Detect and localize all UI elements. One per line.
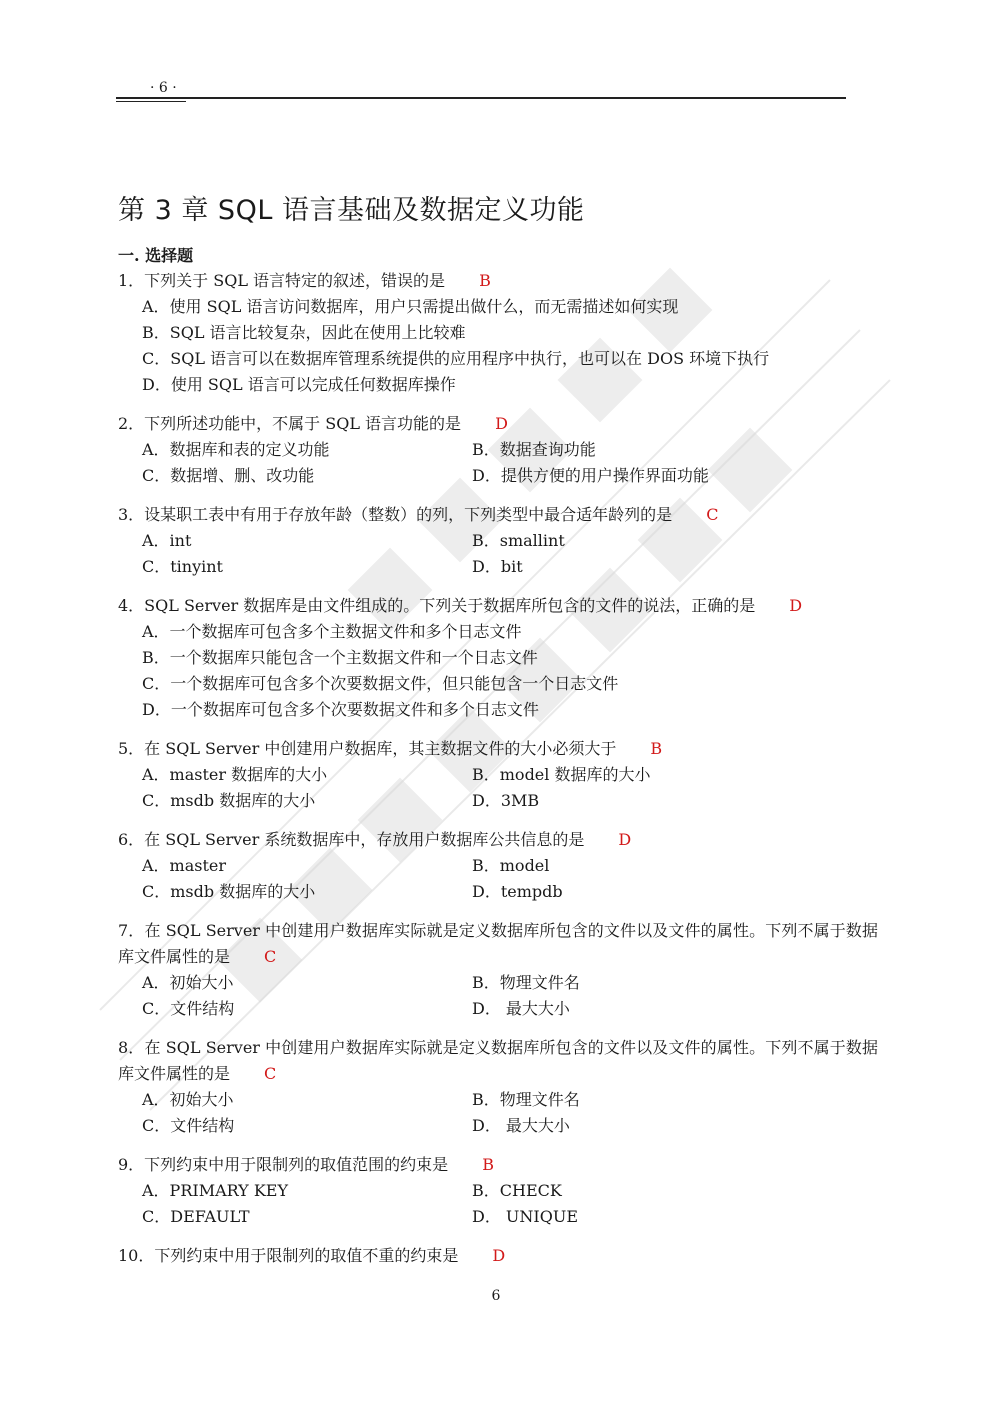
question-6 — [118, 827, 878, 905]
question-4 — [118, 593, 878, 723]
option-a: A．master — [142, 856, 227, 875]
question-stem: 2．下列所述功能中，不属于 SQL 语言功能的是 — [118, 414, 462, 433]
answer-key: B — [650, 739, 663, 758]
option-a: A．数据库和表的定义功能 — [142, 440, 330, 459]
footer-page-number: 6 — [491, 1288, 501, 1304]
question-9 — [118, 1152, 878, 1230]
answer-key: D — [789, 596, 803, 615]
option-c: C．tinyint — [142, 557, 223, 576]
question-stem: 3．设某职工表中有用于存放年龄（整数）的列，下列类型中最合适年龄列的是 — [118, 505, 673, 524]
section-title: 一. 选择题 — [118, 246, 194, 265]
option-c: C．msdb 数据库的大小 — [142, 882, 316, 901]
option-c: C．文件结构 — [142, 999, 235, 1018]
option-c: C．msdb 数据库的大小 — [142, 791, 316, 810]
question-stem: 9．下列约束中用于限制列的取值范围的约束是 — [118, 1155, 449, 1174]
question-1 — [118, 268, 878, 398]
question-stem: 6．在 SQL Server 系统数据库中，存放用户数据库公共信息的是 — [118, 830, 585, 849]
option-d: D．bit — [472, 557, 523, 576]
option-b: B．SQL 语言比较复杂，因此在使用上比较难 — [142, 323, 466, 342]
question-stem: 1．下列关于 SQL 语言特定的叙述，错误的是 — [118, 271, 446, 290]
option-d: D． 最大大小 — [472, 999, 570, 1018]
option-b: B．model — [472, 856, 550, 875]
option-a: A．初始大小 — [142, 973, 234, 992]
answer-key: C — [264, 947, 277, 966]
option-c: C．数据增、删、改功能 — [142, 466, 315, 485]
answer-key: B — [482, 1155, 494, 1174]
answer-key: D — [495, 414, 508, 433]
answer-key: C — [706, 505, 719, 524]
option-c: C．DEFAULT — [142, 1207, 250, 1226]
option-b: B．一个数据库只能包含一个主数据文件和一个日志文件 — [142, 648, 538, 667]
option-d: D．一个数据库可包含多个次要数据文件和多个日志文件 — [142, 700, 539, 719]
answer-key: D — [492, 1246, 506, 1265]
question-stem: 7．在 SQL Server 中创建用户数据库实际就是定义数据库所包含的文件以及文件的属性。下列不属于数据库文件属性的是 — [118, 921, 878, 966]
option-a: A．使用 SQL 语言访问数据库，用户只需提出做什么，而无需描述如何实现 — [142, 297, 679, 316]
option-b: B．smallint — [472, 531, 565, 550]
option-b: B．数据查询功能 — [472, 440, 596, 459]
option-d: D．提供方便的用户操作界面功能 — [472, 466, 709, 485]
option-b: B．物理文件名 — [472, 1090, 580, 1109]
option-c: C．一个数据库可包含多个次要数据文件，但只能包含一个日志文件 — [142, 674, 619, 693]
question-3 — [118, 502, 878, 580]
option-c: C．文件结构 — [142, 1116, 235, 1135]
option-b: B．model 数据库的大小 — [472, 765, 651, 784]
option-a: A．一个数据库可包含多个主数据文件和多个日志文件 — [142, 622, 522, 641]
option-b: B．CHECK — [472, 1181, 562, 1200]
option-d: D． UNIQUE — [472, 1207, 579, 1226]
question-2 — [118, 411, 878, 489]
option-d: D． 最大大小 — [472, 1116, 570, 1135]
chapter-title: 第 3 章 SQL 语言基础及数据定义功能 — [118, 195, 585, 226]
header-rule-accent — [116, 101, 186, 102]
header-rule — [116, 97, 846, 99]
question-8 — [118, 1035, 878, 1139]
header-page-marker: · 6 · — [150, 80, 177, 96]
option-d: D．3MB — [472, 791, 540, 810]
question-10 — [118, 1243, 878, 1269]
question-stem: 8．在 SQL Server 中创建用户数据库实际就是定义数据库所包含的文件以及文件的属性。下列不属于数据库文件属性的是 — [118, 1038, 878, 1083]
option-a: A．PRIMARY KEY — [142, 1181, 289, 1200]
option-b: B．物理文件名 — [472, 973, 580, 992]
question-stem: 10．下列约束中用于限制列的取值不重的约束是 — [118, 1246, 459, 1265]
option-a: A．int — [142, 531, 192, 550]
answer-key: C — [264, 1064, 277, 1083]
option-c: C．SQL 语言可以在数据库管理系统提供的应用程序中执行，也可以在 DOS 环境下执行 — [142, 349, 770, 368]
option-d: D．tempdb — [472, 882, 563, 901]
answer-key: B — [479, 271, 491, 290]
question-stem: 4．SQL Server 数据库是由文件组成的。下列关于数据库所包含的文件的说法，正确的是 — [118, 596, 756, 615]
option-a: A．master 数据库的大小 — [142, 765, 328, 784]
question-stem: 5．在 SQL Server 中创建用户数据库，其主数据文件的大小必须大于 — [118, 739, 617, 758]
option-d: D．使用 SQL 语言可以完成任何数据库操作 — [142, 375, 456, 394]
question-7 — [118, 918, 878, 1022]
question-5 — [118, 736, 878, 814]
option-a: A．初始大小 — [142, 1090, 234, 1109]
answer-key: D — [618, 830, 632, 849]
